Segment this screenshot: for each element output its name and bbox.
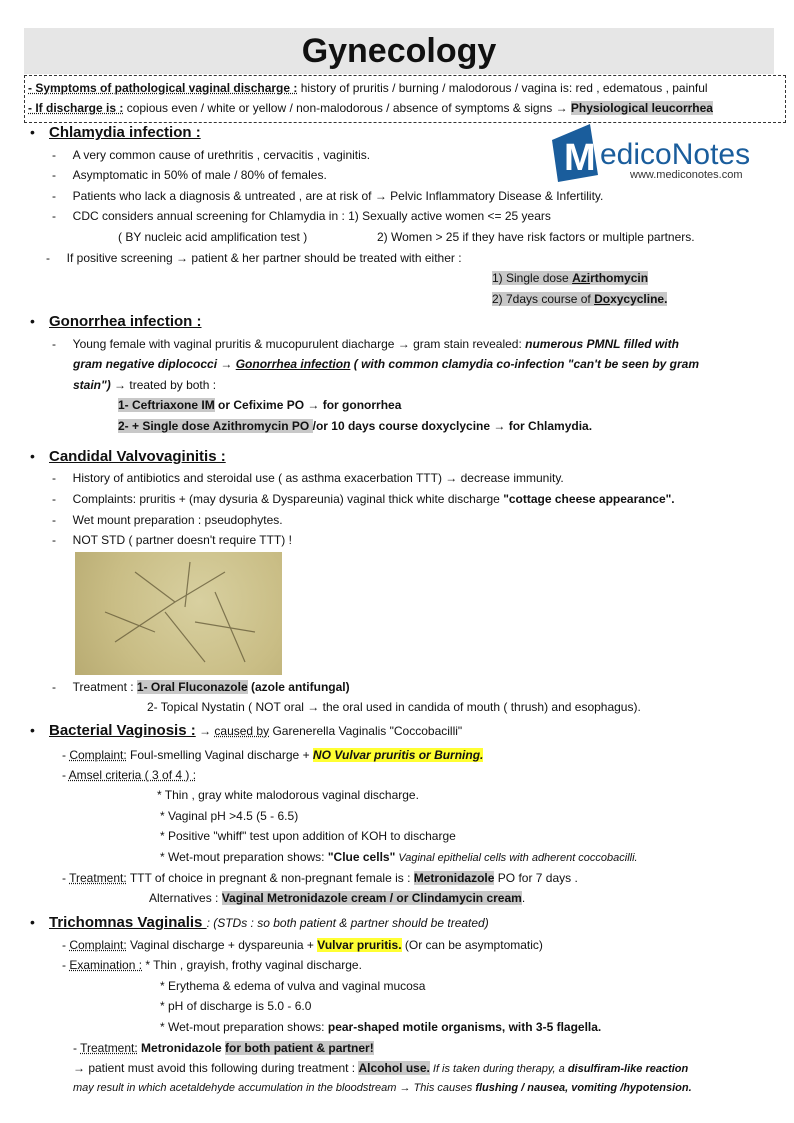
page-title: Gynecology (24, 28, 774, 74)
t: "Clue cells" (327, 850, 396, 864)
t: Complaints: pruritis + (may dysuria & Dyspareunia) vaginal thick white discharge (72, 492, 504, 506)
t: /or 10 days course doxyclycine → for Chlamydia. (312, 419, 593, 433)
list-item: - Young female with vaginal pruritis & mucopurulent diacharge → gram stain revealed: numerous PMNL filled with (52, 337, 679, 351)
bullet: • (30, 914, 35, 930)
t: Amsel criteria ( 3 of 4 ) : (68, 768, 197, 782)
bullet: • (30, 722, 35, 738)
text-line (62, 937, 543, 953)
t: Treatment: (80, 1041, 138, 1055)
t: 1) Single dose (492, 271, 573, 285)
intro-line-2 (28, 100, 713, 116)
highlight: Physiological leucorrhea (570, 101, 713, 115)
t: Trichomnas Vaginalis (49, 914, 207, 931)
criteria-item (160, 849, 638, 866)
t: → patient must avoid this following during treatment : (73, 1061, 359, 1075)
t: Alternatives : (149, 891, 222, 905)
t: pear-shaped motile organisms, with 3-5 flagella. (327, 1020, 602, 1034)
t: . (521, 891, 526, 905)
text-line (62, 747, 483, 763)
text-line: 2) Women > 25 if they have risk factors or multiple partners. (377, 230, 695, 244)
t: NO Vulvar pruritis or Burning. (312, 748, 484, 762)
t: Metronidazole (413, 871, 495, 885)
t: "cottage cheese appearance". (503, 492, 675, 506)
t: flushing / nausea, vomiting /hypotension. (475, 1082, 692, 1094)
bullet: • (30, 448, 35, 464)
t: caused by (214, 724, 270, 738)
t: 2) 7days course of (492, 292, 595, 306)
text: Asymptomatic in 50% of male / 80% of females. (72, 168, 327, 182)
t: (azole antifungal) (247, 680, 350, 694)
list-item: - Complaints: pruritis + (may dysuria & Dyspareunia) vaginal thick white discharge "cottage cheese appearance". (52, 492, 675, 506)
t (492, 271, 648, 285)
gonorrhea-heading: Gonorrhea infection : (49, 313, 202, 330)
t: ( with common clamydia co-infection "can't be seen by gram (350, 357, 700, 371)
t: → (195, 724, 215, 738)
t: Azi (572, 271, 591, 285)
label: - Symptoms of pathological vaginal discharge : (28, 81, 298, 95)
text: Patients who lack a diagnosis & untreated , are at risk of → Pelvic Inflammatory Disease & Infertility. (72, 189, 604, 203)
criteria-item (160, 1019, 601, 1035)
t: - (62, 768, 69, 782)
text-line: 2- Topical Nystatin ( NOT oral → the oral used in candida of mouth ( thrush) and esophagus). (147, 700, 641, 714)
t: - (62, 958, 70, 972)
t: - (73, 1041, 81, 1055)
list-item: - CDC considers annual screening for Chlamydia in : 1) Sexually active women <= 25 years (52, 209, 551, 223)
text-line (73, 1080, 692, 1096)
t: If is taken during therapy, a (429, 1063, 568, 1075)
list-item: - Patients who lack a diagnosis & untreated , are at risk of → Pelvic Inflammatory Disease & Infertility. (52, 189, 604, 203)
text: copious even / white or yellow / non-malodorous / absence of symptoms & signs → (123, 101, 571, 115)
treatment-option (118, 397, 401, 413)
list-item: - Wet mount preparation : pseudophytes. (52, 513, 283, 527)
t: Alcohol use. (358, 1061, 430, 1075)
t: - (62, 871, 70, 885)
t: - (62, 748, 70, 762)
list-item: - If positive screening → patient & her partner should be treated with either : (46, 251, 462, 265)
text: CDC considers annual screening for Chlamydia in : 1) Sexually active women <= 25 years (72, 209, 551, 223)
text-line (62, 957, 362, 973)
bv-heading (49, 723, 462, 739)
criteria-item: * pH of discharge is 5.0 - 6.0 (160, 999, 312, 1013)
t: : (STDs : so both patient & partner should be treated) (206, 916, 489, 930)
t: (Or can be asymptomatic) (401, 938, 543, 952)
t: Gonorrhea infection (235, 357, 351, 371)
t: may result in which acetaldehyde accumulation in the bloodstream → This causes (73, 1082, 476, 1094)
candidal-heading: Candidal Valvovaginitis : (49, 448, 226, 465)
mediconotes-logo (550, 120, 765, 186)
t: Vaginal discharge + dyspareunia + (126, 938, 318, 952)
treatment-option (492, 270, 648, 286)
t: stain") (73, 378, 111, 392)
t: 1- Oral Fluconazole (136, 680, 248, 694)
text-line (73, 356, 699, 372)
list-item: - Treatment : 1- Oral Fluconazole (azole antifungal) (52, 680, 350, 694)
criteria-item: * Vaginal pH >4.5 (5 - 6.5) (160, 809, 299, 823)
treatment-option (492, 291, 667, 307)
bullet: • (30, 124, 35, 140)
t: Metronidazole (137, 1041, 226, 1055)
t: Treatment: (69, 871, 127, 885)
text-line (62, 767, 196, 783)
t: numerous PMNL filled with (525, 337, 679, 351)
t: Vaginal epithelial cells with adherent coccobacilli. (395, 852, 638, 864)
t: Complaint: (69, 938, 127, 952)
text: history of pruritis / burning / malodorous / vagina is: red , edematous , painful (297, 81, 708, 95)
t: gram negative diplococci → (73, 357, 236, 371)
text-line (62, 870, 578, 886)
t: History of antibiotics and steroidal use ( as asthma exacerbation TTT) → decrease immunity. (72, 471, 564, 485)
list-item: - NOT STD ( partner doesn't require TTT) ! (52, 533, 292, 547)
t: 2- + Single dose Azithromycin PO (118, 419, 313, 433)
t: Foul-smelling Vaginal discharge + (126, 748, 313, 762)
t: Vulvar pruritis. (317, 938, 402, 952)
t: Wet mount preparation : pseudophytes. (72, 513, 283, 527)
t: disulfiram-like reaction (567, 1063, 689, 1075)
microscopy-image (75, 552, 282, 675)
t: Bacterial Vaginosis : (49, 722, 196, 739)
trich-heading (49, 915, 489, 931)
t: * Wet-mout preparation shows: (160, 850, 328, 864)
t: NOT STD ( partner doesn't require TTT) ! (72, 533, 292, 547)
t: xycycline. (610, 292, 668, 306)
t: Vaginal Metronidazole cream / or Clindamycin cream (221, 891, 522, 905)
t: - (62, 938, 70, 952)
t: TTT of choice in pregnant & non-pregnant female is : (126, 871, 414, 885)
text-line (73, 377, 216, 393)
t: * Thin , grayish, frothy vaginal discharge. (142, 958, 362, 972)
t: Do (594, 292, 611, 306)
svg-text:edicoNotes: edicoNotes (600, 138, 751, 171)
t: → treated by both : (110, 378, 217, 392)
treatment-option (118, 418, 592, 434)
t: Treatment : (72, 680, 137, 694)
list-item: - History of antibiotics and steroidal use ( as asthma exacerbation TTT) → decrease immunity. (52, 471, 564, 485)
text-line: ( BY nucleic acid amplification test ) (118, 230, 308, 244)
t: for both patient & partner! (225, 1041, 374, 1055)
t: rthomycin (590, 271, 649, 285)
svg-text:M: M (564, 137, 596, 179)
t (492, 292, 667, 306)
intro-line-1 (28, 80, 708, 96)
text: If positive screening → patient & her partner should be treated with either : (66, 251, 462, 265)
criteria-item: * Thin , gray white malodorous vaginal discharge. (157, 788, 419, 802)
label: - If discharge is : (28, 101, 124, 115)
criteria-item: * Erythema & edema of vulva and vaginal mucosa (160, 979, 426, 993)
text: A very common cause of urethritis , cervacitis , vaginitis. (72, 148, 371, 162)
t: Complaint: (69, 748, 127, 762)
t: Young female with vaginal pruritis & mucopurulent diacharge → gram stain revealed: (72, 337, 526, 351)
t: * Wet-mout preparation shows: (160, 1020, 328, 1034)
t: Examination : (69, 958, 143, 972)
criteria-item: * Positive "whiff" test upon addition of KOH to discharge (160, 829, 456, 843)
text-line (149, 890, 525, 906)
chlamydia-heading: Chlamydia infection : (49, 124, 201, 141)
t: Garenerella Vaginalis "Coccobacilli" (269, 724, 463, 738)
bullet: • (30, 313, 35, 329)
svg-text:www.mediconotes.com: www.mediconotes.com (630, 169, 743, 181)
text-line (73, 1040, 374, 1056)
list-item: - Asymptomatic in 50% of male / 80% of females. (52, 168, 327, 182)
text-line (73, 1060, 688, 1077)
list-item: - A very common cause of urethritis , cervacitis , vaginitis. (52, 148, 371, 162)
t: PO for 7 days . (494, 871, 578, 885)
t: 1- Ceftriaxone IM (118, 398, 215, 412)
t: or Cefixime PO → for gonorrhea (214, 398, 402, 412)
